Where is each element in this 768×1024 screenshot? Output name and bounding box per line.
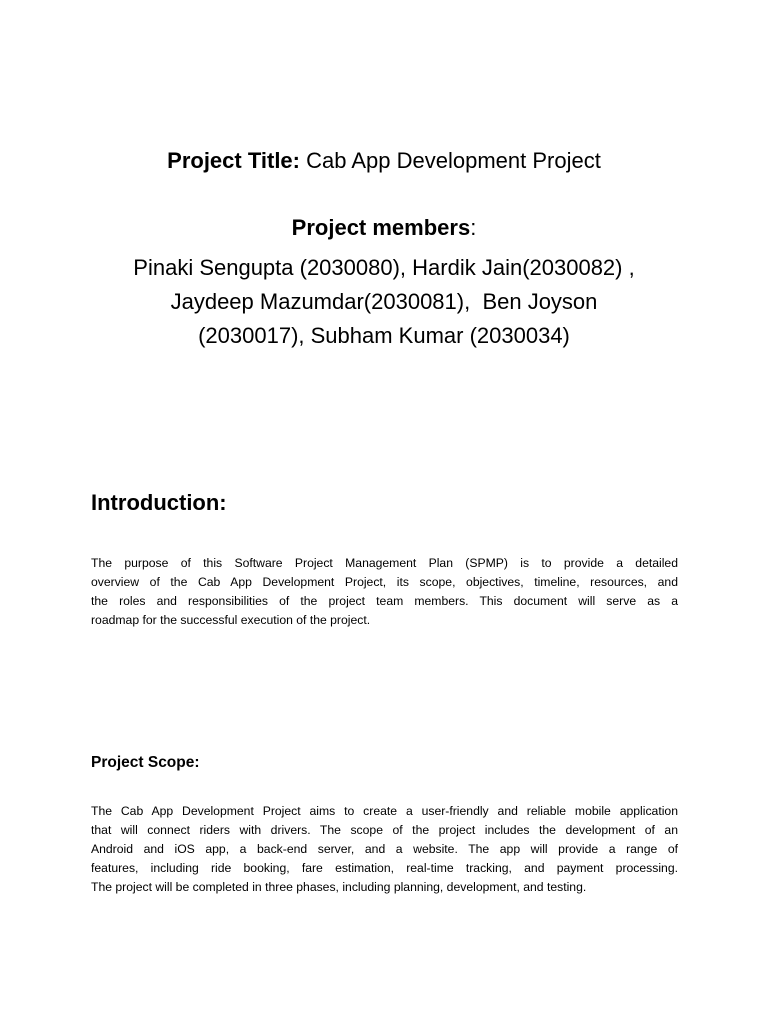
members-line: Pinaki Sengupta (2030080), Hardik Jain(2030082) ,	[133, 255, 635, 280]
paragraph-line: The purpose of this Software Project Management Plan (SPMP) is to provide a detailed	[91, 556, 678, 570]
paragraph-line: overview of the Cab App Development Project, its scope, objectives, timeline, resources, and	[91, 575, 678, 589]
members-list	[86, 251, 682, 353]
project-title-value: Cab App Development Project	[306, 148, 601, 173]
paragraph-line: The project will be completed in three phases, including planning, development, and testing.	[91, 880, 587, 894]
paragraph-line: that will connect riders with drivers. The scope of the project includes the development of an	[91, 823, 678, 837]
members-heading	[0, 213, 768, 243]
paragraph-line: roadmap for the successful execution of the project.	[91, 613, 371, 627]
paragraph-line: features, including ride booking, fare estimation, real-time tracking, and payment processing.	[91, 861, 678, 875]
members-heading-text: Project members	[291, 215, 471, 240]
members-heading-colon: :	[470, 215, 477, 240]
members-line: (2030017), Subham Kumar (2030034)	[198, 323, 570, 348]
project-scope-paragraph	[91, 802, 678, 897]
members-line: Jaydeep Mazumdar(2030081), Ben Joyson	[170, 289, 598, 314]
introduction-heading: Introduction:	[91, 490, 227, 515]
project-scope-heading: Project Scope:	[91, 754, 200, 771]
project-title-label: Project Title:	[167, 148, 300, 173]
introduction-paragraph	[91, 554, 678, 630]
paragraph-line: the roles and responsibilities of the project team members. This document will serve as a	[91, 594, 678, 608]
paragraph-line: The Cab App Development Project aims to create a user-friendly and reliable mobile application	[91, 804, 678, 818]
project-title	[0, 146, 768, 176]
paragraph-line: Android and iOS app, a back-end server, and a website. The app will provide a range of	[91, 842, 678, 856]
